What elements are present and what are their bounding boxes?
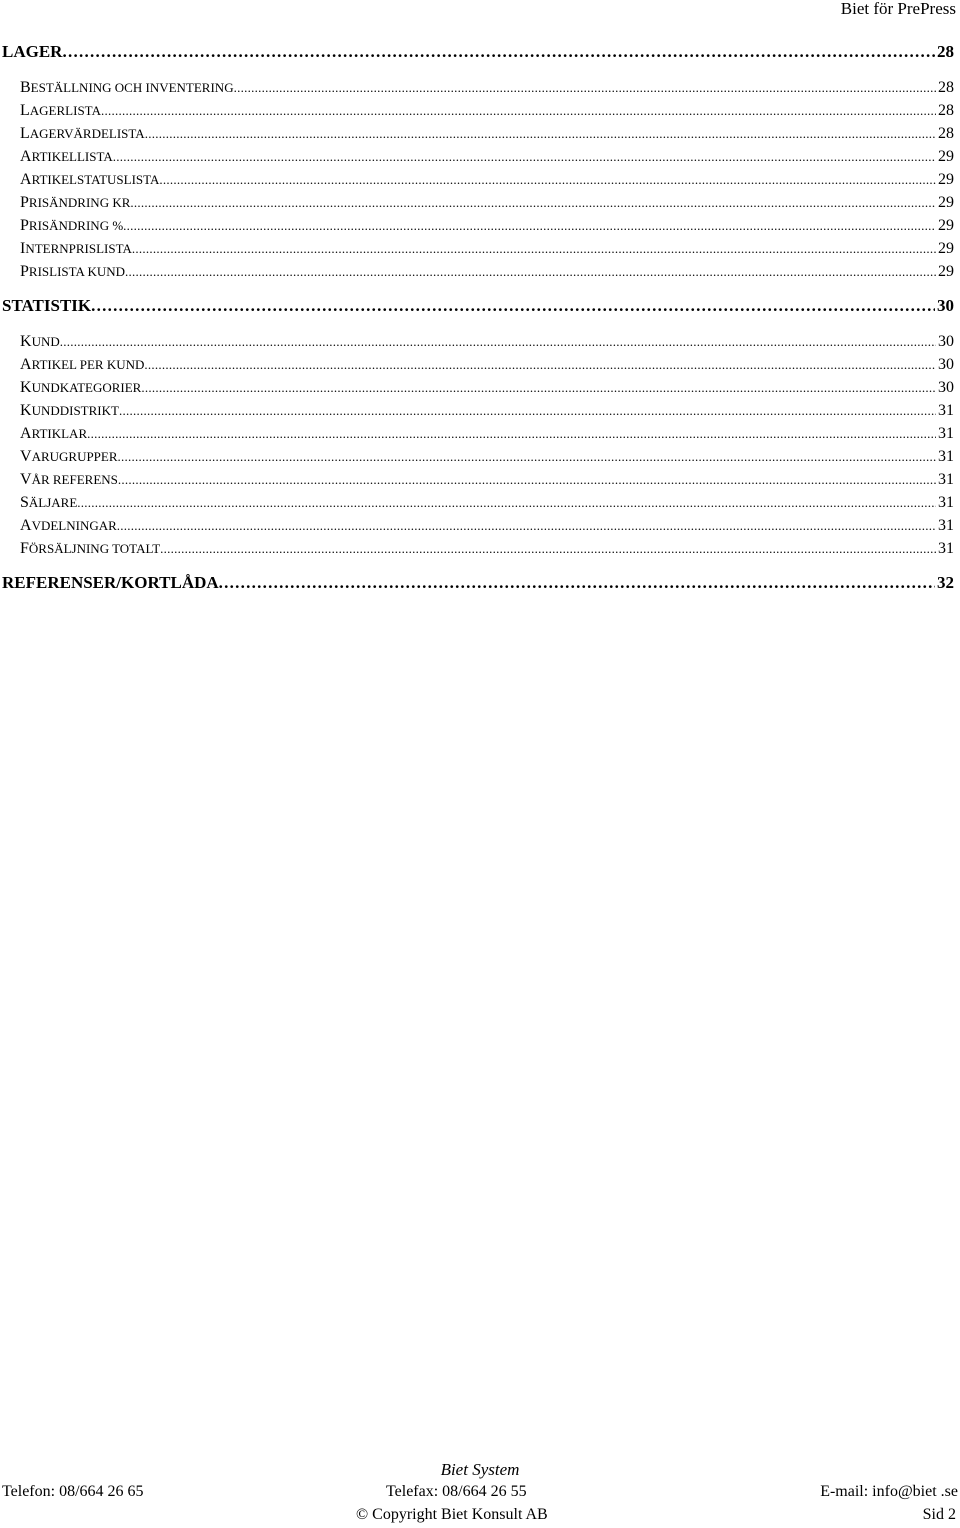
- toc-leader-dots: [144, 353, 936, 376]
- toc-subsection-entry[interactable]: [2, 191, 954, 214]
- toc-subsection-label: [20, 353, 144, 376]
- toc-subsection-label: [20, 99, 101, 122]
- toc-page-number: 29: [938, 148, 954, 165]
- toc-leader-dots: [87, 422, 936, 445]
- toc-subsection-entry[interactable]: [2, 422, 954, 445]
- toc-subsection-label: [20, 168, 159, 191]
- footer-email: E-mail: info@biet .se: [820, 1483, 958, 1500]
- toc-label-initial: S: [20, 494, 29, 511]
- toc-label-rest: AGERVÄRDELISTA: [29, 126, 145, 141]
- toc-label-initial: L: [20, 102, 30, 119]
- toc-label-rest: ÅR REFERENS: [31, 472, 118, 487]
- toc-page-number: 29: [938, 171, 954, 188]
- toc-page-number: 28: [938, 102, 954, 119]
- toc-label-rest: RTIKELLISTA: [31, 149, 113, 164]
- toc-subsection-entry[interactable]: [2, 99, 954, 122]
- toc-label-initial: A: [20, 356, 32, 373]
- toc-label-initial: I: [20, 240, 26, 257]
- toc-subsection-label: [20, 191, 130, 214]
- toc-subsection-label: [20, 122, 145, 145]
- toc-label-rest: UNDKATEGORIER: [31, 380, 142, 395]
- toc-subsection-entry[interactable]: [2, 76, 954, 99]
- toc-leader-dots: [91, 294, 935, 318]
- footer-system-name: Biet System: [440, 1460, 520, 1479]
- toc-label-rest: UNDDISTRIKT: [31, 403, 119, 418]
- toc-subsection-label: [20, 330, 60, 353]
- toc-label-initial: K: [20, 333, 32, 350]
- toc-label-initial: P: [20, 217, 29, 234]
- toc-label-rest: ARUGRUPPER: [31, 449, 118, 464]
- toc-page-number: 29: [938, 194, 954, 211]
- toc-subsection-entry[interactable]: [2, 468, 954, 491]
- toc-leader-dots: [141, 376, 936, 399]
- toc-subsection-entry[interactable]: [2, 237, 954, 260]
- toc-label-rest: RISÄNDRING KR: [28, 195, 131, 210]
- footer-page-number: Sid 2: [922, 1506, 956, 1523]
- toc-leader-dots: [123, 214, 936, 237]
- toc-subsection-entry[interactable]: [2, 445, 954, 468]
- toc-leader-dots: [60, 330, 936, 353]
- toc-subsection-entry[interactable]: [2, 145, 954, 168]
- toc-subsection-entry[interactable]: [2, 491, 954, 514]
- toc-label-rest: ÄLJARE: [28, 495, 78, 510]
- toc-page-number: 31: [938, 494, 954, 511]
- toc-subsection-entry[interactable]: [2, 260, 954, 283]
- table-of-contents: [2, 40, 954, 595]
- toc-subsection-entry[interactable]: [2, 214, 954, 237]
- toc-subsection-label: [20, 260, 125, 283]
- toc-leader-dots: [234, 76, 936, 99]
- toc-page-number: 30: [937, 296, 954, 315]
- toc-page-number: 28: [937, 42, 954, 61]
- toc-subsection-label: [20, 76, 234, 99]
- toc-label-initial: K: [20, 379, 32, 396]
- toc-label-rest: RTIKEL PER KUND: [31, 357, 145, 372]
- toc-label-rest: ESTÄLLNING OCH INVENTERING: [30, 80, 234, 95]
- toc-subsection-label: [20, 491, 77, 514]
- toc-label-rest: NTERNPRISLISTA: [25, 241, 132, 256]
- toc-leader-dots: [118, 445, 936, 468]
- toc-page-number: 31: [938, 425, 954, 442]
- toc-subsection-label: [20, 399, 119, 422]
- toc-leader-dots: [160, 537, 936, 560]
- footer-contact-row: [0, 1483, 960, 1505]
- toc-label-initial: B: [20, 79, 31, 96]
- toc-label-rest: UND: [31, 334, 60, 349]
- toc-leader-dots: [101, 99, 936, 122]
- toc-page-number: 31: [938, 448, 954, 465]
- toc-leader-dots: [145, 122, 936, 145]
- footer-bottom-row: [0, 1506, 960, 1528]
- toc-leader-dots: [125, 260, 936, 283]
- toc-leader-dots: [117, 514, 936, 537]
- footer-copyright: © Copyright Biet Konsult AB: [356, 1506, 548, 1523]
- toc-label-rest: ÖRSÄLJNING TOTALT: [28, 541, 161, 556]
- toc-label-rest: AGERLISTA: [29, 103, 101, 118]
- toc-label-initial: P: [20, 194, 29, 211]
- toc-subsection-label: [20, 537, 160, 560]
- toc-leader-dots: [62, 40, 935, 64]
- toc-leader-dots: [113, 145, 936, 168]
- toc-subsection-label: [20, 214, 123, 237]
- toc-label-initial: P: [20, 263, 29, 280]
- toc-subsection-label: [20, 237, 132, 260]
- toc-subsection-entry[interactable]: [2, 122, 954, 145]
- toc-label-initial: A: [20, 148, 32, 165]
- running-header-title: Biet för PrePress: [840, 0, 956, 18]
- toc-label-initial: V: [20, 448, 32, 465]
- toc-section-entry[interactable]: [2, 40, 954, 64]
- toc-subsection-label: [20, 445, 118, 468]
- toc-subsection-label: [20, 468, 118, 491]
- toc-page-number: 29: [938, 217, 954, 234]
- toc-subsection-entry[interactable]: [2, 514, 954, 537]
- toc-label-rest: VDELNINGAR: [31, 518, 117, 533]
- footer-fax: Telefax: 08/664 26 55: [386, 1483, 527, 1500]
- toc-page-number: 30: [938, 333, 954, 350]
- toc-page-number: 28: [938, 79, 954, 96]
- toc-page-number: 31: [938, 540, 954, 557]
- toc-leader-dots: [132, 237, 936, 260]
- toc-label-rest: RTIKELSTATUSLISTA: [31, 172, 160, 187]
- toc-subsection-entry[interactable]: [2, 330, 954, 353]
- toc-leader-dots: [119, 399, 936, 422]
- toc-section-label: STATISTIK: [2, 296, 92, 315]
- toc-label-initial: V: [20, 471, 32, 488]
- toc-page-number: 31: [938, 517, 954, 534]
- footer-phone: Telefon: 08/664 26 65: [2, 1483, 144, 1500]
- toc-label-initial: A: [20, 517, 32, 534]
- toc-leader-dots: [77, 491, 936, 514]
- toc-subsection-entry[interactable]: [2, 168, 954, 191]
- toc-page-number: 28: [938, 125, 954, 142]
- toc-subsection-label: [20, 422, 87, 445]
- toc-subsection-label: [20, 514, 117, 537]
- toc-section-label: LAGER: [2, 42, 63, 61]
- toc-page-number: 30: [938, 356, 954, 373]
- toc-leader-dots: [118, 468, 936, 491]
- toc-leader-dots: [159, 168, 936, 191]
- toc-subsection-entry[interactable]: [2, 537, 954, 560]
- toc-label-initial: A: [20, 171, 32, 188]
- toc-label-initial: F: [20, 540, 29, 557]
- toc-label-rest: RTIKLAR: [31, 426, 88, 441]
- toc-section-entry[interactable]: [2, 294, 954, 318]
- toc-leader-dots: [130, 191, 936, 214]
- toc-label-rest: RISÄNDRING %: [28, 218, 124, 233]
- toc-page-number: 30: [938, 379, 954, 396]
- toc-page-number: 32: [937, 573, 954, 592]
- toc-section-label: REFERENSER/KORTLÅDA: [2, 573, 219, 592]
- toc-subsection-label: [20, 145, 113, 168]
- toc-page-number: 31: [938, 402, 954, 419]
- toc-subsection-entry[interactable]: [2, 353, 954, 376]
- toc-page-number: 29: [938, 240, 954, 257]
- toc-label-initial: A: [20, 425, 32, 442]
- toc-section-entry[interactable]: [2, 571, 954, 595]
- toc-subsection-label: [20, 376, 141, 399]
- toc-label-rest: RISLISTA KUND: [28, 264, 126, 279]
- toc-subsection-entry[interactable]: [2, 376, 954, 399]
- toc-subsection-entry[interactable]: [2, 399, 954, 422]
- toc-page-number: 31: [938, 471, 954, 488]
- toc-page-number: 29: [938, 263, 954, 280]
- toc-label-initial: L: [20, 125, 30, 142]
- toc-leader-dots: [219, 571, 935, 595]
- toc-label-initial: K: [20, 402, 32, 419]
